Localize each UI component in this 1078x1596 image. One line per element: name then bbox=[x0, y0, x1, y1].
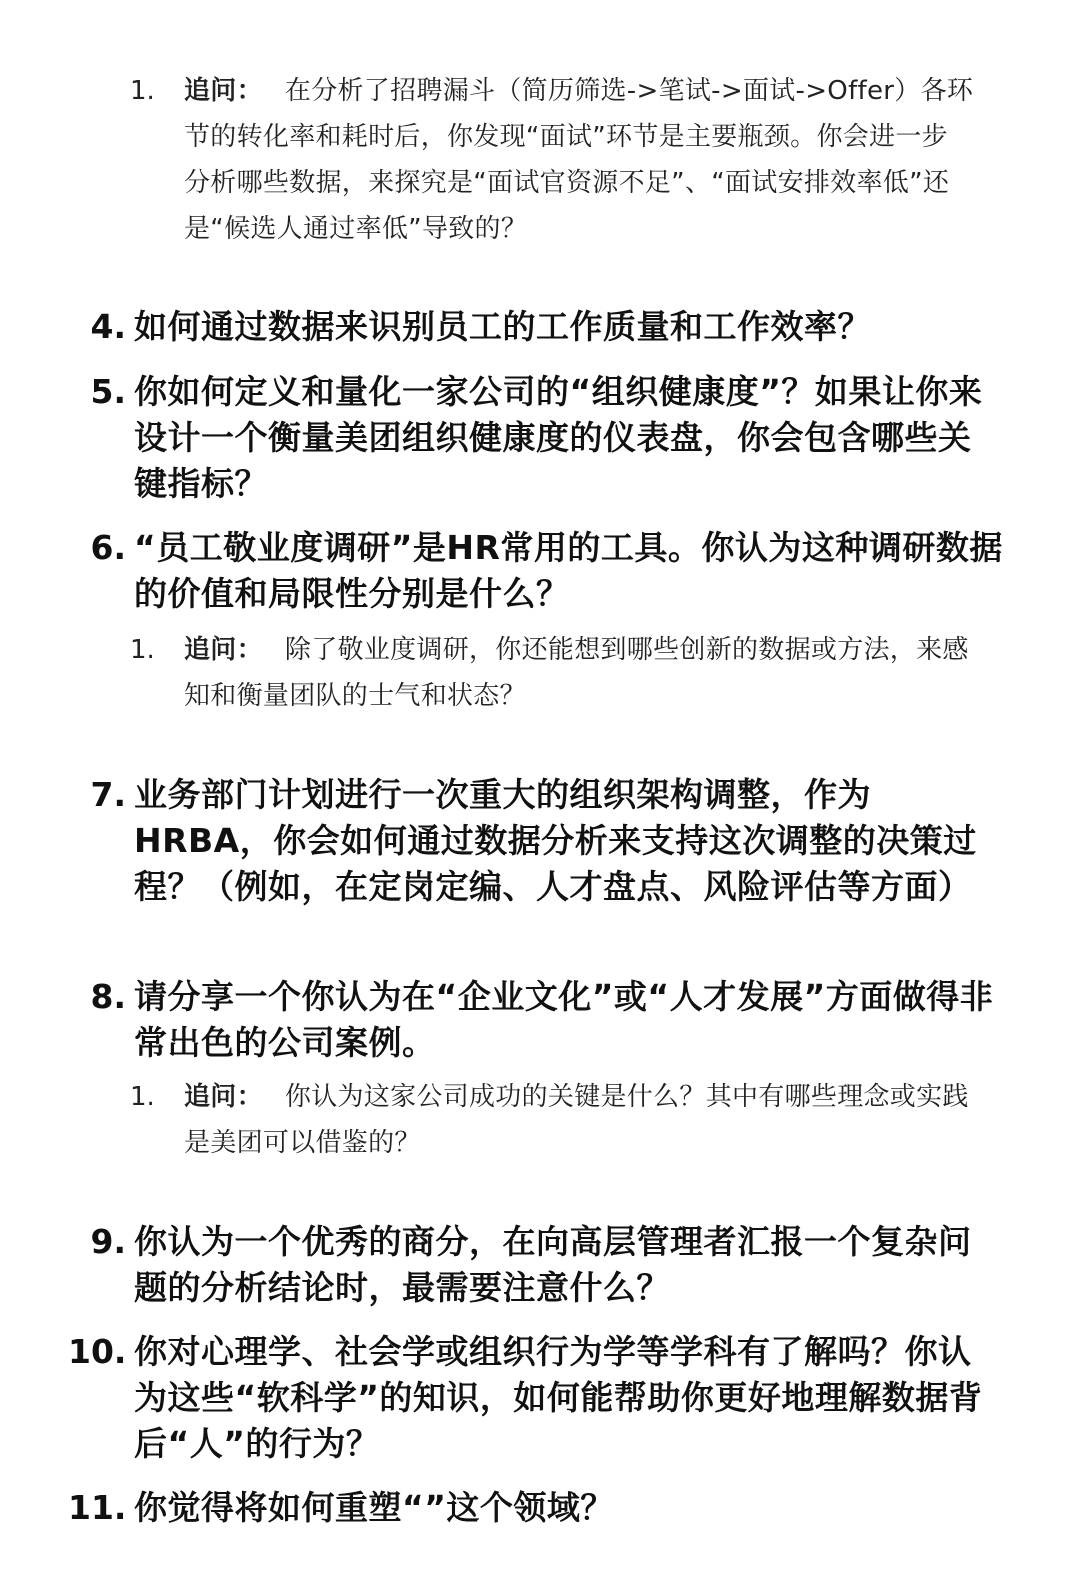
question-text: 你如何定义和量化一家公司的“组织健康度”？如果让你来设计一个衡量美团组织健康度的仪表盘，你会包含哪些关键指标？ bbox=[134, 372, 983, 503]
follow-up-text bbox=[184, 68, 974, 252]
question-text: 如何通过数据来识别员工的工作质量和工作效率？ bbox=[134, 307, 871, 346]
question-text: 你认为一个优秀的商分，在向高层管理者汇报一个复杂问题的分析结论时，最需要注意什么？ bbox=[134, 1222, 972, 1307]
follow-up-body: 你认为这家公司成功的关键是什么？其中有哪些理念或实践是美团可以借鉴的？ bbox=[184, 1082, 969, 1158]
follow-up-text bbox=[184, 627, 974, 719]
question-text: 业务部门计划进行一次重大的组织架构调整，作为 HRBA，你会如何通过数据分析来支持这次调整的决策过程？（例如，在定岗定编、人才盘点、风险评估等方面） bbox=[134, 775, 977, 906]
question-text: 请分享一个你认为在“企业文化”或“人才发展”方面做得非常出色的公司案例。 bbox=[134, 977, 994, 1062]
follow-up-text bbox=[184, 1074, 974, 1166]
question-number: 8. bbox=[90, 977, 126, 1016]
follow-up-body: 除了敬业度调研，你还能想到哪些创新的数据或方法，来感知和衡量团队的士气和状态？ bbox=[184, 635, 969, 711]
follow-up-label: 追问： bbox=[184, 635, 263, 665]
question-number: 7. bbox=[90, 775, 126, 814]
question-number: 10. bbox=[68, 1332, 127, 1371]
follow-up-body: 在分析了招聘漏斗（简历筛选->笔试->面试->Offer）各环节的转化率和耗时后，你发现“面试”环节是主要瓶颈。你会进一步分析哪些数据，来探究是“面试官资源不足”、“面试安排效率低”还是“候选人通过率低”导致的？ bbox=[184, 76, 974, 244]
follow-up-label: 追问： bbox=[184, 1082, 263, 1112]
follow-up-number: 1. bbox=[130, 76, 155, 106]
question-number: 5. bbox=[90, 372, 126, 411]
question-number: 9. bbox=[90, 1222, 126, 1261]
follow-up-label: 追问： bbox=[184, 76, 263, 106]
question-text: “员工敬业度调研”是HR常用的工具。你认为这种调研数据的价值和局限性分别是什么？ bbox=[134, 528, 1003, 613]
question-number: 4. bbox=[90, 307, 126, 346]
question-number: 11. bbox=[68, 1488, 127, 1527]
follow-up-number: 1. bbox=[130, 1082, 155, 1112]
follow-up-number: 1. bbox=[130, 635, 155, 665]
question-text: 你觉得将如何重塑“”这个领域？ bbox=[134, 1488, 614, 1527]
question-number: 6. bbox=[90, 528, 126, 567]
question-text: 你对心理学、社会学或组织行为学等学科有了解吗？你认为这些“软科学”的知识，如何能帮助你更好地理解数据背后“人”的行为？ bbox=[134, 1332, 983, 1463]
